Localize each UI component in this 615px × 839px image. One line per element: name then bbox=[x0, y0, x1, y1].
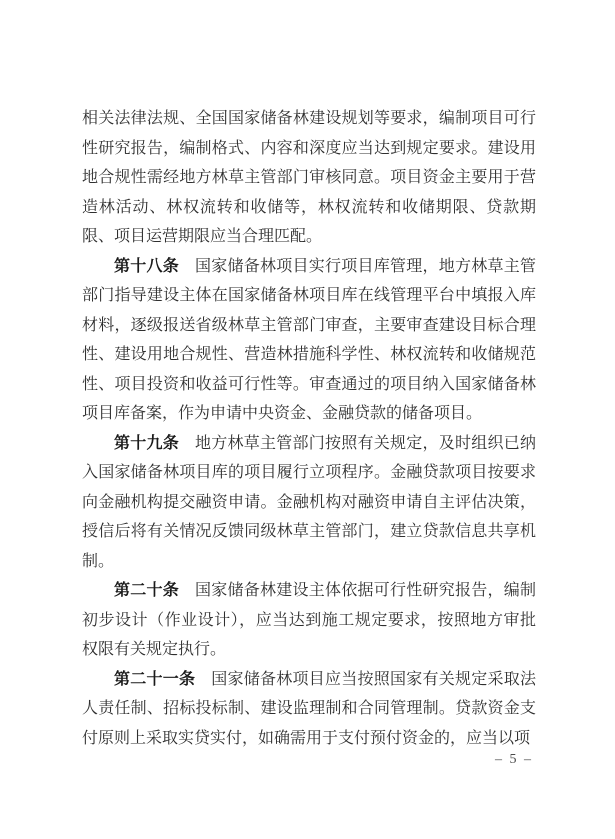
paragraph-article-20 bbox=[82, 576, 536, 665]
page-number: – 5 – bbox=[495, 752, 533, 767]
paragraph-text: 相关法律法规、全国国家储备林建设规划等要求，编制项目可行性研究报告，编制格式、内容和深度应当达到规定要求。建设用地合规性需经地方林草主管部门审核同意。项目资金主要用于营造林活动、林权流转和收储等，林权流转和收储期限、贷款期限、项目运营期限应当合理匹配。 bbox=[82, 110, 536, 245]
paragraph-continuation bbox=[82, 104, 536, 252]
article-number: 第十九条 bbox=[114, 434, 179, 452]
article-number: 第十八条 bbox=[114, 257, 179, 275]
paragraph-text: 国家储备林建设主体依据可行性研究报告，编制初步设计（作业设计），应当达到施工规定要求，按照地方审批权限有关规定执行。 bbox=[82, 582, 536, 658]
paragraph-article-19 bbox=[82, 429, 536, 577]
paragraph-text: 国家储备林项目实行项目库管理，地方林草主管部门指导建设主体在国家储备林项目库在线管理平台中填报入库材料，逐级报送省级林草主管部门审查，主要审查建设目标合理性、建设用地合规性、营造林措施科学性、林权流转和收储规范性、项目投资和收益可行性等。审查通过的项目纳入国家储备林项目库备案，作为申请中央资金、金融贷款的储备项目。 bbox=[82, 257, 536, 422]
article-number: 第二十条 bbox=[114, 582, 179, 599]
article-number: 第二十一条 bbox=[114, 670, 196, 688]
paragraph-article-18 bbox=[82, 252, 536, 429]
paragraph-text: 国家储备林项目应当按照国家有关规定采取法人责任制、招标投标制、建设监理制和合同管理制。贷款资金支付原则上采取实贷实付，如确需用于支付预付资金的，应当以项 bbox=[82, 670, 536, 747]
paragraph-article-21 bbox=[82, 665, 536, 754]
document-text-block bbox=[82, 104, 536, 753]
paragraph-text: 地方林草主管部门按照有关规定，及时组织已纳入国家储备林项目库的项目履行立项程序。金融贷款项目按要求向金融机构提交融资申请。金融机构对融资申请自主评估决策，授信后将有关情况反馈同级林草主管部门，建立贷款信息共享机制。 bbox=[82, 434, 536, 570]
